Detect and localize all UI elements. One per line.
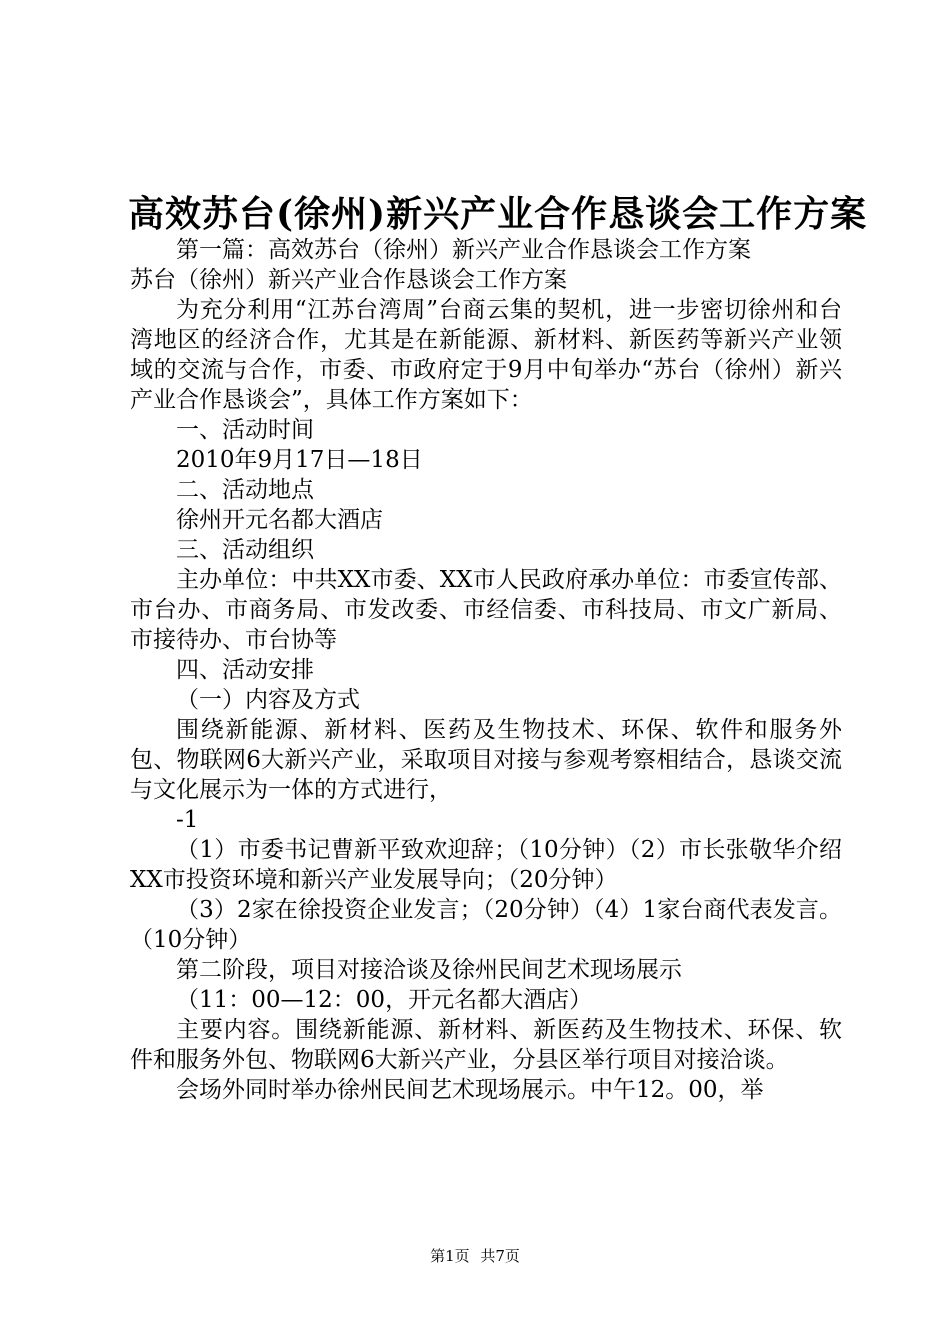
- paragraph-time: 2010年9月17日—18日: [176, 447, 423, 473]
- paragraph-agenda-1: （1）市委书记曹新平致欢迎辞；（10分钟）（2）市长张敬华介绍XX市投资环境和新兴产业发展导向；（20分钟）: [130, 837, 842, 893]
- paragraph-chapter-heading: 第一篇：高效苏台（徐州）新兴产业合作恳谈会工作方案: [176, 237, 751, 263]
- page-footer: [0, 1246, 950, 1266]
- section-heading-time: 一、活动时间: [176, 417, 314, 443]
- paragraph-organization: 主办单位：中共XX市委、XX市人民政府承办单位：市委宣传部、市台办、市商务局、市发改委、市经信委、市科技局、市文广新局、市接待办、市台协等: [130, 567, 842, 653]
- paragraph-marker: -1: [176, 807, 199, 833]
- paragraph-exhibition: 会场外同时举办徐州民间艺术现场展示。中午12。00，举: [176, 1077, 764, 1103]
- page-number: 第1页: [430, 1247, 470, 1265]
- section-heading-location: 二、活动地点: [176, 477, 314, 503]
- paragraph-main-content: 主要内容。围绕新能源、新材料、新医药及生物技术、环保、软件和服务外包、物联网6大新兴产业，分县区举行项目对接洽谈。: [130, 1017, 842, 1073]
- page-total: 共7页: [480, 1247, 520, 1265]
- paragraph-intro: 为充分利用“江苏台湾周”台商云集的契机，进一步密切徐州和台湾地区的经济合作，尤其是在新能源、新材料、新医药等新兴产业领域的交流与合作，市委、市政府定于9月中旬举办“苏台（徐州）新兴产业合作恳谈会”，具体工作方案如下：: [130, 297, 842, 413]
- paragraph-content: 围绕新能源、新材料、医药及生物技术、环保、软件和服务外包、物联网6大新兴产业，采取项目对接与参观考察相结合，恳谈交流与文化展示为一体的方式进行，: [130, 717, 842, 803]
- document-body: [130, 235, 842, 1105]
- paragraph-stage-two-time: （11：00—12：00，开元名都大酒店）: [176, 987, 593, 1013]
- section-heading-organization: 三、活动组织: [176, 537, 314, 563]
- document-title: 高效苏台(徐州)新兴产业合作恳谈会工作方案: [128, 193, 868, 235]
- section-heading-arrangement: 四、活动安排: [176, 657, 314, 683]
- paragraph-stage-two: 第二阶段，项目对接洽谈及徐州民间艺术现场展示: [176, 957, 682, 983]
- paragraph-subtitle: 苏台（徐州）新兴产业合作恳谈会工作方案: [130, 267, 567, 293]
- subsection-heading-content: （一）内容及方式: [176, 687, 360, 713]
- paragraph-location: 徐州开元名都大酒店: [176, 507, 383, 533]
- paragraph-agenda-2: （3）2家在徐投资企业发言；（20分钟）（4）1家台商代表发言。（10分钟）: [130, 897, 842, 953]
